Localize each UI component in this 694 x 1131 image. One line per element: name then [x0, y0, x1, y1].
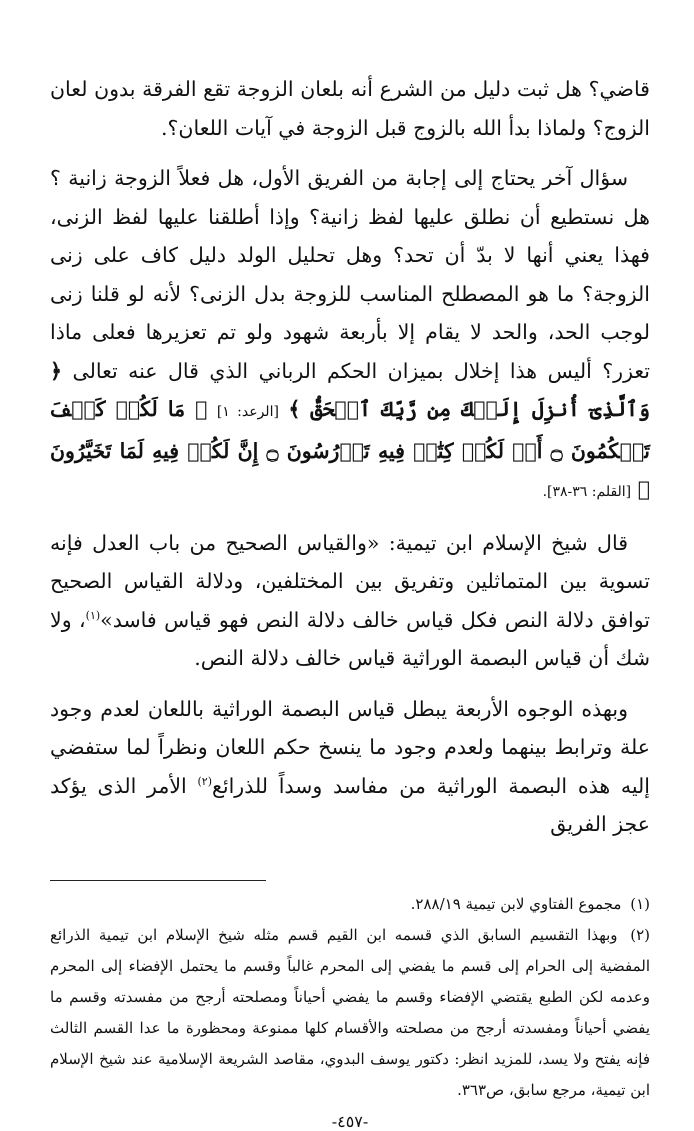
footnote-marker-1[interactable]: (١) [85, 608, 101, 622]
quran-verse-1: ﴿ وَٱلَّذِىٓ أُنزِلَ إِلَيۡكَ مِن رَّبِّكَ ٱلۡحَقُّ ﴾ [50, 358, 650, 421]
quran-verse-2: ﴿ مَا لَكُمۡ كَيۡفَ تَحۡكُمُونَ ۝ أَمۡ لَكُمۡ كِتَٰبٞ فِيهِ تَدۡرُسُونَ ۝ إِنَّ لَكُمۡ فِيهِ لَمَا تَخَيَّرُونَ ﴾ [50, 397, 650, 501]
paragraph-3-tail: ، ولا شك أن قياس البصمة الوراثية قياس خالف دلالة النص. [50, 607, 650, 670]
footnote-1-number: (١) [630, 894, 650, 913]
footnote-1 [50, 889, 650, 920]
paragraph-4-tail: الأمر الذى يؤكد عجز الفريق [50, 773, 650, 836]
page-number: -٤٥٧- [331, 1111, 369, 1131]
footnote-separator-wrap [50, 856, 650, 889]
footnote-separator [50, 880, 266, 881]
footnote-2-number: (٢) [630, 925, 650, 944]
footnote-1-text: مجموع الفتاوي لابن تيمية ٢٨٨/١٩. [410, 894, 622, 913]
paragraph-4-text: وبهذه الوجوه الأربعة يبطل قياس البصمة الوراثية باللعان لعدم وجود علة وترابط بينهما ولعدم وجود ما ينسخ حكم اللعان ونظراً لما ستفضي إليه هذه البصمة الوراثية من مفاسد وسداً للذرائع [50, 696, 650, 798]
paragraph-2-text: سؤال آخر يحتاج إلى إجابة من الفريق الأول، هل فعلاً الزوجة زانية ؟ هل نستطيع أن نطلق عليها لفظ زانية؟ وإذا أطلقنا عليها لفظ الزنى، فهذا يعني أنها لا بدّ أن تحد؟ وهل تحليل الولد دليل كاف على زنى الزوجة؟ ما هو المصطلح المناسب للزوجة بدل الزنى؟ لأنه لو قلنا زنى لوجب الحد، والحد لا يقام إلا بأربعة شهود ولو تم تعزيرها فعلى ماذا تعزر؟ أليس هذا إخلال بميزان الحكم الرباني الذي قال عنه تعالى [50, 166, 650, 383]
verse-reference-1: [الرعد: ١] [216, 404, 279, 420]
footnote-marker-2[interactable]: (٢) [197, 774, 212, 788]
paragraph-1-text: قاضي؟ هل ثبت دليل من الشرع أنه بلعان الزوجة تقع الفرقة بدون لعان الزوج؟ ولماذا بدأ الله بالزوج قبل الزوجة في آيات اللعان؟. [50, 77, 650, 140]
paragraph-1 [50, 70, 650, 147]
paragraph-3 [50, 524, 650, 678]
paragraph-2 [50, 159, 650, 512]
paragraph-4 [50, 690, 650, 844]
footnote-2 [50, 920, 650, 1106]
verse-reference-2: [القلم: ٣٦-٣٨]. [542, 484, 632, 500]
footnote-2-text: وبهذا التقسيم السابق الذي قسمه ابن القيم قسم مثله شيخ الإسلام ابن تيمية الذرائع المفضية إلى الحرام إلى قسم ما يفضي إلى المحرم غالباً وقسم ما يحتمل الإفضاء إلى المحرم وعدمه لكن الطبع يقتضي الإفضاء وقسم ما يفضي أحياناً ومصلحته أرجح من مفسدته وقسم ما يفضي أحياناً ومفسدته أرجح من مصلحته والأقسام كلها ممنوعة ومحظورة ما عدا القسم الثالث فإنه يفتح ولا يسد، للمزيد انظر: دكتور يوسف البدوي، مقاصد الشريعة الإسلامية عند شيخ الإسلام ابن تيمية، مرجع سابق، ص٣٦٣. [50, 925, 650, 1099]
paragraph-3-text: قال شيخ الإسلام ابن تيمية: «والقياس الصحيح من باب العدل فإنه تسوية بين المتماثلين وتفريق بين المختلفين، ودلالة القياس الصحيح توافق دلالة النص فكل قياس خالف دلالة النص فهو قياس فاسد» [50, 530, 650, 632]
